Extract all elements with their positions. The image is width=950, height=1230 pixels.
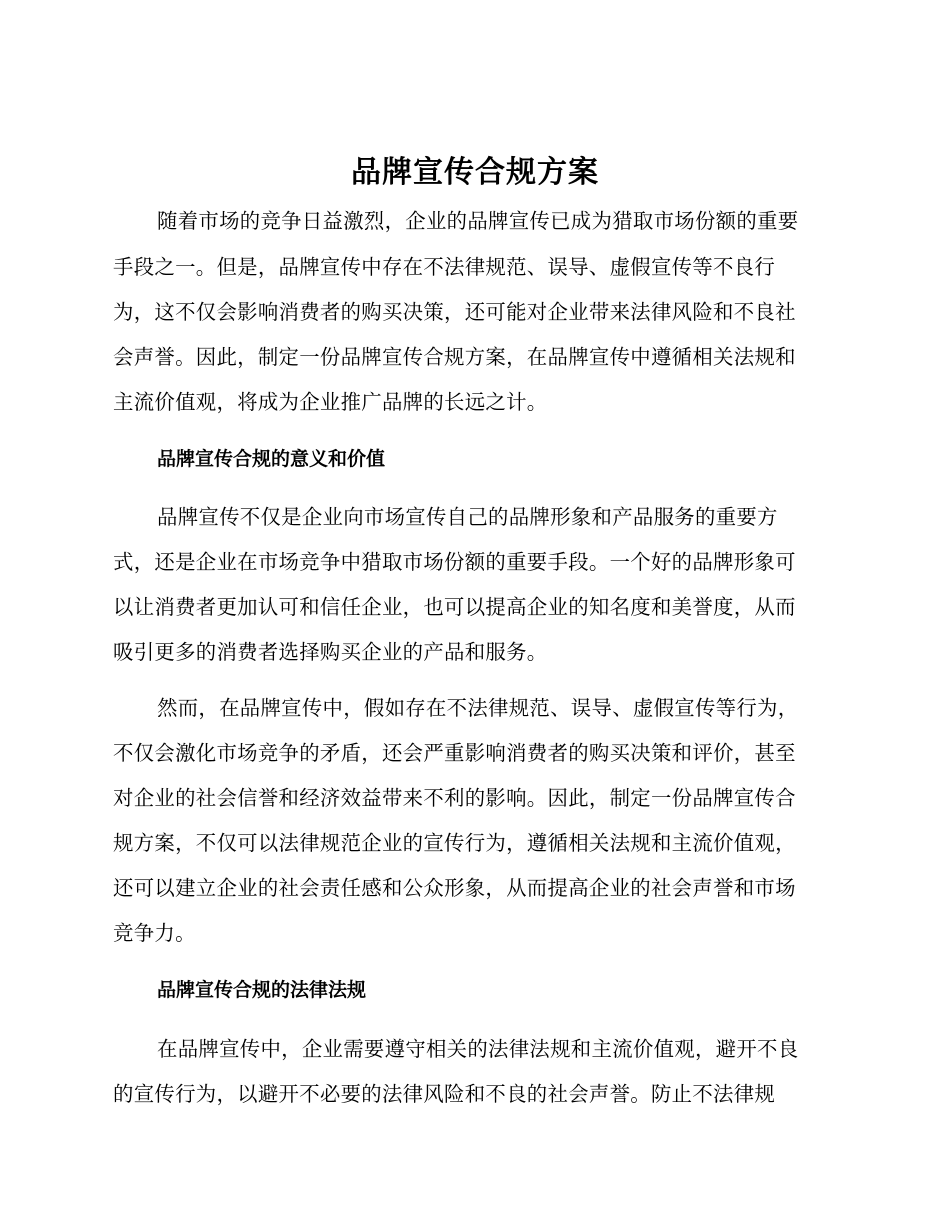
document-title: 品牌宣传合规方案 — [351, 155, 599, 190]
section2-p1-line-2: 的宣传行为，以避开不必要的法律风险和不良的社会声誉。防止不法律规 — [113, 1082, 776, 1106]
section1-p1-line-4: 吸引更多的消费者选择购买企业的产品和服务。 — [113, 640, 548, 664]
section1-p2-line-4: 规方案，不仅可以法律规范企业的宣传行为，遵循相关法规和主流价值观， — [113, 831, 796, 855]
intro-line-4: 会声誉。因此，制定一份品牌宣传合规方案，在品牌宣传中遵循相关法规和 — [113, 345, 796, 369]
section1-p1-line-3: 以让消费者更加认可和信任企业，也可以提高企业的知名度和美誉度，从而 — [113, 595, 796, 619]
section1-p2-line-2: 不仅会激化市场竞争的矛盾，还会严重影响消费者的购买决策和评价，甚至 — [113, 741, 796, 765]
section1-p2-line-6: 竞争力。 — [113, 921, 196, 945]
section1-p2-line-3: 对企业的社会信誉和经济效益带来不利的影响。因此，制定一份品牌宣传合 — [113, 786, 796, 810]
intro-line-2: 手段之一。但是，品牌宣传中存在不法律规范、误导、虚假宣传等不良行 — [113, 255, 776, 279]
intro-line-1: 随着市场的竞争日益激烈，企业的品牌宣传已成为猎取市场份额的重要 — [157, 209, 799, 233]
section1-p2-line-1: 然而，在品牌宣传中，假如存在不法律规范、误导、虚假宣传等行为， — [157, 696, 799, 720]
intro-line-3: 为，这不仅会影响消费者的购买决策，还可能对企业带来法律风险和不良社 — [113, 300, 796, 324]
intro-line-5: 主流价值观，将成为企业推广品牌的长远之计。 — [113, 390, 548, 414]
section2-p1-line-1: 在品牌宣传中，企业需要遵守相关的法律法规和主流价值观，避开不良 — [157, 1037, 799, 1061]
section1-p1-line-1: 品牌宣传不仅是企业向市场宣传自己的品牌形象和产品服务的重要方 — [157, 505, 778, 529]
section-heading-significance: 品牌宣传合规的意义和价值 — [157, 448, 386, 470]
section1-p1-line-2: 式，还是企业在市场竞争中猎取市场份额的重要手段。一个好的品牌形象可 — [113, 550, 796, 574]
section-heading-laws: 品牌宣传合规的法律法规 — [157, 979, 367, 1001]
section1-p2-line-5: 还可以建立企业的社会责任感和公众形象，从而提高企业的社会声誉和市场 — [113, 876, 796, 900]
